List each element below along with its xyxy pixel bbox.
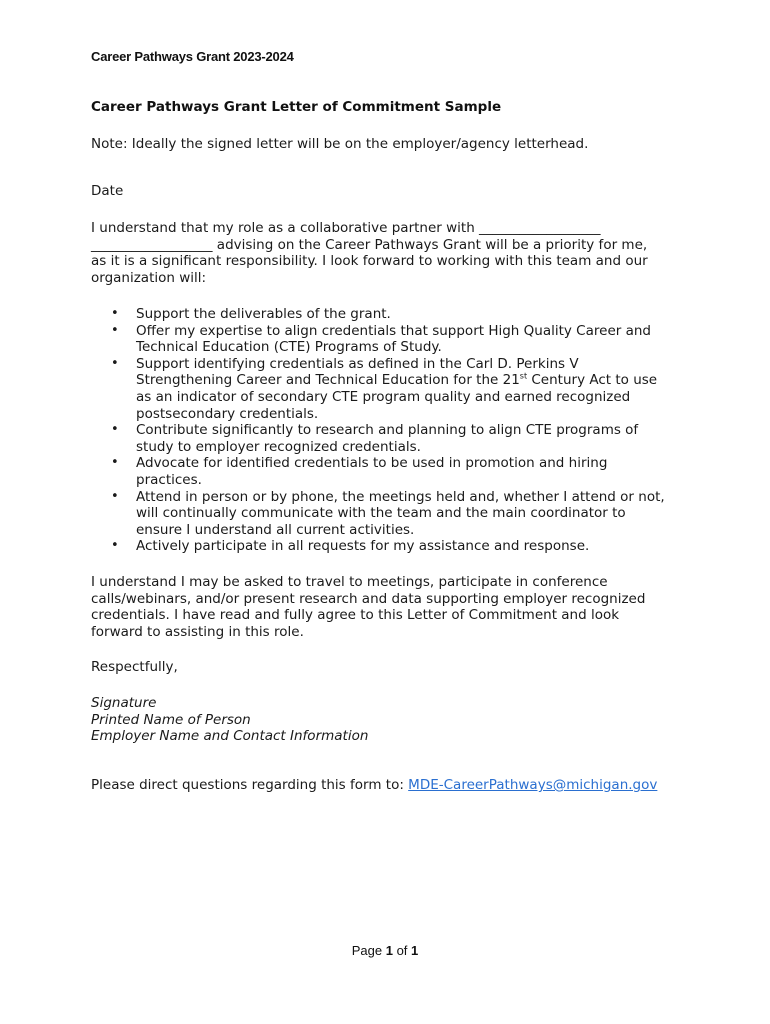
bullet-icon: • [111,355,119,371]
list-item [91,323,691,356]
bullet-icon: • [111,306,119,321]
intro-line: __________________ advising on the Career Pathways Grant will be a priority for me, [91,236,648,253]
list-item-line: Support identifying credentials as defined in the Carl D. Perkins V [136,355,579,372]
closing-line: calls/webinars, and/or present research and data supporting employer recognized [91,590,646,607]
list-item-line: postsecondary credentials. [136,405,319,422]
list-item-line: Support the deliverables of the grant. [136,306,391,322]
intro-line: organization will: [91,269,207,286]
document-title: Career Pathways Grant Letter of Commitment Sample [91,99,502,115]
list-item [91,538,691,555]
signature-line: Signature [91,695,157,711]
closing-paragraph [91,574,691,640]
bullet-icon: • [111,322,119,338]
page-footer [0,943,770,958]
running-header: Career Pathways Grant 2023-2024 [91,49,294,64]
list-item-line: practices. [136,471,202,488]
list-item-line: will continually communicate with the team and the main coordinator to [136,505,626,522]
signature-block [91,695,368,745]
closing-line: credentials. I have read and fully agree to this Letter of Commitment and look [91,607,620,624]
contact-prefix: Please direct questions regarding this form to: [91,777,409,793]
list-item-text: Strengthening Career and Technical Education for the 21 [136,372,520,389]
list-item-line [136,372,691,389]
intro-line: as it is a significant responsibility. I look forward to working with this team and our [91,253,648,270]
total-page-number: 1 [411,943,419,958]
list-item-line: study to employer recognized credentials. [136,438,421,455]
closing-line: I understand I may be asked to travel to meetings, participate in conference [91,574,608,590]
date-label: Date [91,183,124,199]
employer-contact-line: Employer Name and Contact Information [91,728,369,745]
page-word: Page [351,943,386,958]
list-item-line: Technical Education (CTE) Programs of Study. [136,339,442,356]
intro-paragraph [91,220,691,286]
current-page-number: 1 [385,943,393,958]
intro-line: I understand that my role as a collaborative partner with __________________ [91,220,601,236]
closing-line: forward to assisting in this role. [91,623,304,640]
list-item [91,356,691,422]
list-item [91,306,691,323]
list-item [91,422,691,455]
printed-name-line: Printed Name of Person [91,711,251,728]
list-item-line: Actively participate in all requests for my assistance and response. [136,538,590,555]
bullet-icon: • [111,488,119,504]
list-item-line: as an indicator of secondary CTE program quality and earned recognized [136,388,631,405]
list-item-line: Offer my expertise to align credentials that support High Quality Career and [136,322,651,339]
contact-line [91,777,657,794]
bullet-icon: • [111,538,119,554]
ordinal-superscript: st [519,371,528,381]
list-item-line: Attend in person or by phone, the meetings held and, whether I attend or not, [136,488,665,505]
list-item [91,489,691,539]
letterhead-note: Note: Ideally the signed letter will be on the employer/agency letterhead. [91,136,589,152]
salutation: Respectfully, [91,659,178,675]
contact-email-link[interactable]: MDE-CareerPathways@michigan.gov [408,777,658,793]
commitment-list [91,306,691,555]
list-item-text: Century Act to use [527,372,658,389]
list-item-line: Advocate for identified credentials to be used in promotion and hiring [136,455,608,472]
list-item-line: ensure I understand all current activities. [136,521,415,538]
bullet-icon: • [111,422,119,438]
of-word: of [392,943,412,958]
list-item [91,455,691,488]
list-item-line: Contribute significantly to research and planning to align CTE programs of [136,422,639,439]
bullet-icon: • [111,455,119,471]
